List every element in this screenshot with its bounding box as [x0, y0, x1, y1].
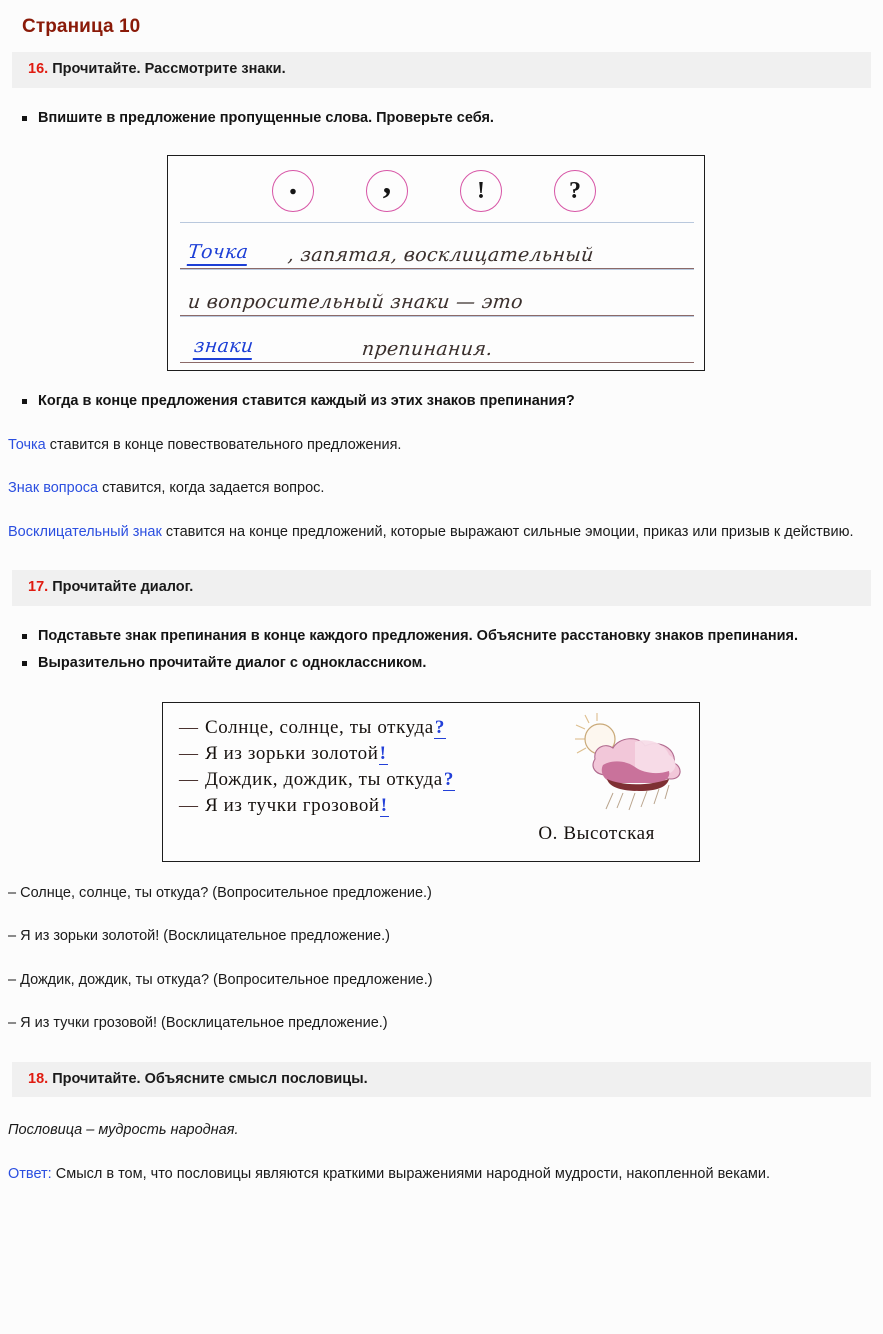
handwriting-printed-3: препинания.: [360, 337, 494, 360]
dialog-mark-4: !: [380, 795, 388, 817]
proverb-text: Пословица – мудрость народная.: [8, 1122, 239, 1139]
dialog-dash-icon: —: [179, 795, 199, 817]
dialog-mark-3: ?: [443, 769, 454, 791]
handwriting-printed-1: , запятая, восклицательный: [286, 243, 595, 266]
answer-dialog-line-1: – Солнце, солнце, ты откуда? (Вопросительное предложение.): [8, 884, 432, 901]
dialog-dash-icon: —: [179, 716, 199, 738]
dialog-text-3: Дождик, дождик, ты откуда: [205, 769, 443, 791]
dialog-line-1: [163, 715, 699, 741]
dialog-mark-1: ?: [434, 716, 445, 738]
copybook-line-3: [180, 316, 694, 363]
comma-sign-icon: ,: [366, 170, 408, 212]
exclamation-sign-icon: !: [460, 170, 502, 212]
exercise-18-header: [12, 1062, 871, 1098]
answer-term-exclamation: Восклицательный знак: [8, 523, 162, 540]
list-item: Выразительно прочитайте диалог с одноклассником.: [0, 651, 883, 676]
question-sign-icon: ?: [554, 170, 596, 212]
answer-text-exclamation: ставится на конце предложений, которые выражают сильные эмоции, приказ или призыв к действию.: [161, 523, 854, 540]
page-title: Страница 10: [22, 16, 141, 37]
list-item: Впишите в предложение пропущенные слова. Проверьте себя.: [0, 106, 883, 131]
period-sign-icon: .: [272, 170, 314, 212]
dialog-author: О. Высотская: [538, 822, 655, 844]
answer-18-text: Смысл в том, что пословицы являются краткими выражениями народной мудрости, накопленной веками.: [51, 1165, 771, 1182]
answer-paragraph-exclamation: [8, 521, 871, 544]
exercise-16-task-list: [0, 106, 883, 131]
exercise-18-number: 18.: [28, 1070, 49, 1087]
dialog-text-4: Я из тучки грозовой: [205, 795, 380, 817]
answer-paragraph-period: [8, 434, 871, 457]
dialog-figure-wrap: [0, 678, 883, 862]
dialog-line-2: [163, 741, 699, 767]
dialog-text-2: Я из зорьки золотой: [205, 742, 379, 764]
exercise-17-header: [12, 570, 871, 606]
copybook-ruled-lines: [168, 222, 704, 363]
answer-dialog-line-4: – Я из тучки грозовой! (Восклицательное предложение.): [8, 1015, 388, 1032]
dialog-figure: [162, 702, 700, 862]
copybook-line-2: [180, 269, 694, 316]
exercise-17-number: 17.: [28, 579, 49, 596]
answer-18-paragraph: [8, 1163, 871, 1186]
handwriting-printed-2: и вопросительный знаки — это: [186, 290, 524, 313]
exercise-16-number: 16.: [28, 61, 49, 77]
exercise-18-heading: Прочитайте. Объясните смысл пословицы.: [52, 1070, 368, 1087]
exercise-16-heading: Прочитайте. Рассмотрите знаки.: [52, 61, 286, 77]
dialog-mark-2: !: [379, 742, 387, 764]
answer-18-label: Ответ:: [8, 1165, 52, 1182]
answer-paragraph-question: [8, 477, 871, 500]
dialog-line-4: [163, 793, 699, 819]
exercise-16-header: [12, 52, 871, 88]
answer-dialog-line-2: – Я из зорьки золотой! (Восклицательное предложение.): [8, 928, 390, 945]
answer-text-period: ставится в конце повествовательного предложения.: [45, 436, 402, 453]
punctuation-signs-row: [168, 156, 704, 212]
dialog-line-3: [163, 767, 699, 793]
answer-dialog-line-3: – Дождик, дождик, ты откуда? (Вопросительное предложение.): [8, 971, 433, 988]
exercise-17-task-list: [0, 624, 883, 676]
list-item: Подставьте знак препинания в конце каждого предложения. Объясните расстановку знаков препинания.: [0, 624, 883, 649]
handwriting-filled-3: знаки: [193, 335, 255, 360]
answer-term-question: Знак вопроса: [8, 480, 99, 497]
copybook-figure: [167, 155, 705, 371]
copybook-figure-wrap: [0, 133, 883, 371]
dialog-dash-icon: —: [179, 742, 199, 764]
answer-term-period: Точка: [8, 436, 46, 453]
answer-text-question: ставится, когда задается вопрос.: [98, 480, 325, 497]
bottom-spacer: [0, 1186, 883, 1212]
exercise-16-question-list: [0, 389, 883, 414]
dialog-dash-icon: —: [179, 769, 199, 791]
copybook-line-1: [180, 222, 694, 269]
dialog-text-1: Солнце, солнце, ты откуда: [205, 716, 434, 738]
exercise-17-heading: Прочитайте диалог.: [52, 579, 194, 596]
list-item: Когда в конце предложения ставится каждый из этих знаков препинания?: [0, 389, 883, 414]
handwriting-filled-1: Точка: [187, 241, 250, 266]
